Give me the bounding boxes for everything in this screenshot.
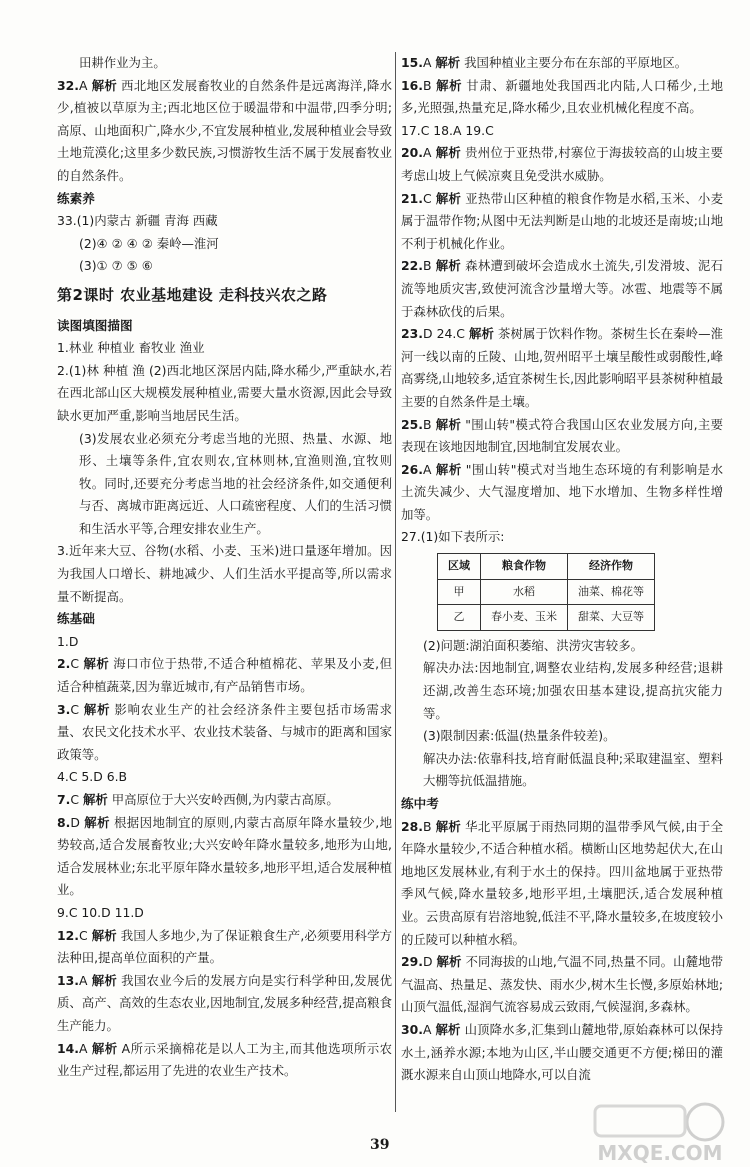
answer-b1: 1.D xyxy=(57,633,79,649)
analysis-label: 解析 xyxy=(435,818,462,834)
answer-b27-5: 解决办法:依靠科技,培育耐低温良种;采取建温室、塑料大棚等抗低温措施。 xyxy=(423,750,723,789)
analysis-label: 解析 xyxy=(83,656,110,672)
analysis-label: 解析 xyxy=(435,190,462,206)
table-row xyxy=(438,579,655,605)
column-divider xyxy=(395,52,396,1112)
answer-b8: 8.D 解析 根据因地制宜的原则,内蒙古高原年降水量较少,地势较高,适合发展畜牧业;大兴安岭年降水量较多,地形为山地,适合发展林业;东北平原年降水量较多,地形平坦,适合发展种植业。 xyxy=(57,814,392,898)
answer-b20: 20.A 解析 贵州位于亚热带,村寨位于海拔较高的山坡主要考虑山坡上气候凉爽且免受洪水威胁。 xyxy=(401,145,723,183)
table-header: 经济作物 xyxy=(568,554,655,580)
table-header: 粮食作物 xyxy=(481,554,568,580)
answer-r3: 3.近年来大豆、谷物(水稻、小麦、玉米)进口量逐年增加。因为我国人口增长、耕地减少、人们生活水平提高等,所以需求量不断提高。 xyxy=(57,543,392,604)
answer-b7: 7.C 解析 甲高原位于大兴安岭西侧,为内蒙古高原。 xyxy=(57,792,339,807)
answer-b21: 21.C 解析 亚热带山区种植的粮食作物是水稻,玉米、小麦属于温带作物;从图中无法判断是山地的北坡还是南坡;山地不利于机械化作业。 xyxy=(401,190,723,251)
answer-b29: 29.D 解析 不同海拔的山地,气温不同,热量不同。山麓地带气温高、热量足、蒸发快、雨水少,树木生长慢,多原始林地;山顶气温低,湿润气流容易成云致雨,气候湿润,多森林。 xyxy=(401,954,723,1015)
answer-r1: 1.林业 种植业 畜牧业 渔业 xyxy=(57,340,205,356)
answer-b27-3: 解决办法:因地制宜,调整农业结构,发展多种经营;退耕还湖,改善生态环境;加强农田基本建设,提高抗灾能力等。 xyxy=(423,660,723,721)
analysis-label: 解析 xyxy=(91,972,118,988)
answer-b12: 12.C 解析 我国人多地少,为了保证粮食生产,必须要用科学方法种田,提高单位面积的产量。 xyxy=(57,927,392,966)
answer-b26: 26.A 解析 "围山转"模式对当地生态环境的有利影响是水土流失减少、大气湿度增加、地下水增加、生物多样性增加等。 xyxy=(401,461,723,522)
svg-text:MXQE.COM: MXQE.COM xyxy=(597,1141,723,1165)
table-header: 区域 xyxy=(438,554,481,580)
answer-b25: 25.B 解析 "围山转"模式符合我国山区农业发展方向,主要表现在该地因地制宜,因地制宜发展农业。 xyxy=(401,416,723,455)
answer-b15: 15.A 解析 我国种植业主要分布在东部的平原地区。 xyxy=(401,55,688,70)
section-heading: 读图填图描图 xyxy=(57,317,133,333)
answer-line: 田耕作业为主。 xyxy=(79,55,166,70)
analysis-label: 解析 xyxy=(435,416,462,432)
left-column xyxy=(57,52,392,1083)
answer-b28: 28.B 解析 华北平原属于雨热同期的温带季风气候,由于全年降水量较少,不适合种植水稻。横断山区地势起伏大,在山地地区发展林业,有利于水土的保持。四川盆地属于亚热带季风气候,降水量较多,地形平坦,土壤肥沃,适合发展种植业。云贵高原有岩溶地貌,低洼不平,降水量较多,在坡度较小的丘陵可以种植水稻。 xyxy=(401,818,723,947)
section-heading: 练基础 xyxy=(57,611,95,627)
answer-b3: 3.C 解析 影响农业生产的社会经济条件主要包括市场需求量、农民文化技术水平、农业技术装备、与城市的距离和国家政策等。 xyxy=(57,701,392,762)
answer-b30: 30.A 解析 山顶降水多,汇集到山麓地带,原始森林可以保持水土,涵养水源;本地为山区,半山腰交通更不方便;梯田的灌溉水源来自山顶山地降水,可以自流 xyxy=(401,1021,723,1083)
table-row xyxy=(438,605,655,631)
analysis-label: 解析 xyxy=(436,77,463,93)
analysis-label: 解析 xyxy=(435,1021,461,1037)
analysis-label: 解析 xyxy=(82,792,108,807)
answer-33-2: (2)④ ② ④ ② 秦岭—淮河 xyxy=(79,235,219,251)
answer-b13: 13.A 解析 我国农业今后的发展方向是实行科学种田,发展优质、高产、高效的生态农业,因地制宜,发展多种经营,提高粮食生产能力。 xyxy=(57,972,392,1033)
answer-33-3: (3)① ⑦ ⑤ ⑥ xyxy=(79,258,153,274)
answer-b27: 27.(1)如下表所示: xyxy=(401,529,505,545)
answer-b22: 22.B 解析 森林遭到破坏会造成水土流失,引发滑坡、泥石流等地质灾害,致使河流含沙量增大等。冰雹、地震等不属于森林砍伐的后果。 xyxy=(401,258,723,319)
answer-r2-3: (3)发展农业必须充分考虑当地的光照、热量、水源、地形、土壤等条件,宜农则农,宜林则林,宜渔则渔,宜牧则牧。同时,还要充分考虑当地的社会经济条件,如交通便利与否、离城市距离远近、人口疏密程度、人们的生活习惯和生活水平等,合理安排农业生产。 xyxy=(79,430,392,536)
answer-b16: 16.B 解析 甘肃、新疆地处我国西北内陆,人口稀少,土地多,光照强,热量充足,降水稀少,且农业机械化程度不高。 xyxy=(401,77,723,116)
table-cell: 甲 xyxy=(438,579,481,605)
answer-b4: 4.C 5.D 6.B xyxy=(57,769,128,785)
answer-b9: 9.C 10.D 11.D xyxy=(57,904,144,920)
right-column xyxy=(401,52,723,1087)
analysis-label: 解析 xyxy=(435,55,461,70)
section-heading: 练素养 xyxy=(57,190,95,206)
table-cell: 乙 xyxy=(438,605,481,631)
analysis-label: 解析 xyxy=(436,954,462,970)
answer-b27-2: (2)问题:湖泊面积萎缩、洪涝灾害较多。 xyxy=(423,637,643,653)
table-cell: 春小麦、玉米 xyxy=(481,605,568,631)
table-header-row xyxy=(438,554,655,580)
watermark-logo xyxy=(575,1100,745,1166)
analysis-label: 解析 xyxy=(91,77,118,93)
analysis-label: 解析 xyxy=(83,701,111,717)
answer-32: 32.A 解析 西北地区发展畜牧业的自然条件是远离海洋,降水少,植被以草原为主;西北地区位于暖温带和中温带,四季分明;高原、山地面积广,降水少,不宜发展种植业,发展种植业会导致土地荒漠化;这里多少数民族,习惯游牧生活不属于发展畜牧业的自然条件。 xyxy=(57,77,392,183)
answer-b17: 17.C 18.A 19.C xyxy=(401,122,494,138)
analysis-label: 解析 xyxy=(435,258,462,274)
analysis-label: 解析 xyxy=(84,814,110,830)
answer-b23: 23.D 24.C 解析 茶树属于饮料作物。茶树生长在秦岭—淮河一线以南的丘陵、山地,贺州昭平土壤呈酸性或弱酸性,峰高雾绕,山地较多,适宜茶树生长,因此影响昭平县茶树种植最主要的自然条件是土壤。 xyxy=(401,326,723,409)
analysis-label: 解析 xyxy=(91,927,117,943)
crop-table xyxy=(437,553,655,631)
analysis-label: 解析 xyxy=(435,145,462,161)
answer-33: 33.(1)内蒙古 新疆 青海 西藏 xyxy=(57,213,218,229)
answer-r2: 2.(1)林 种植 渔 (2)西北地区深居内陆,降水稀少,严重缺水,若在西北部山区大规模发展种植业,需要大量水资源,因此会导致缺水更加严重,影响当地居民生活。 xyxy=(57,362,392,423)
answer-b14: 14.A 解析 A所示采摘棉花是以人工为主,而其他选项所示农业生产过程,都运用了先进的农业生产技术。 xyxy=(57,1040,392,1079)
analysis-label: 解析 xyxy=(468,326,494,342)
answer-b2: 2.C 解析 海口市位于热带,不适合种植棉花、苹果及小麦,但适合种植蔬菜,因为靠近城市,有产品销售市场。 xyxy=(57,656,392,695)
analysis-label: 解析 xyxy=(435,461,462,477)
section-heading: 练中考 xyxy=(401,796,439,811)
page-number: 39 xyxy=(370,1137,390,1153)
table-cell: 油菜、棉花等 xyxy=(568,579,655,605)
table-cell: 水稻 xyxy=(481,579,568,605)
lesson-title: 第2课时 农业基地建设 走科技兴农之路 xyxy=(57,285,328,304)
table-cell: 甜菜、大豆等 xyxy=(568,605,655,631)
analysis-label: 解析 xyxy=(91,1040,118,1056)
answer-b27-4: (3)限制因素:低温(热量条件较差)。 xyxy=(423,728,616,744)
